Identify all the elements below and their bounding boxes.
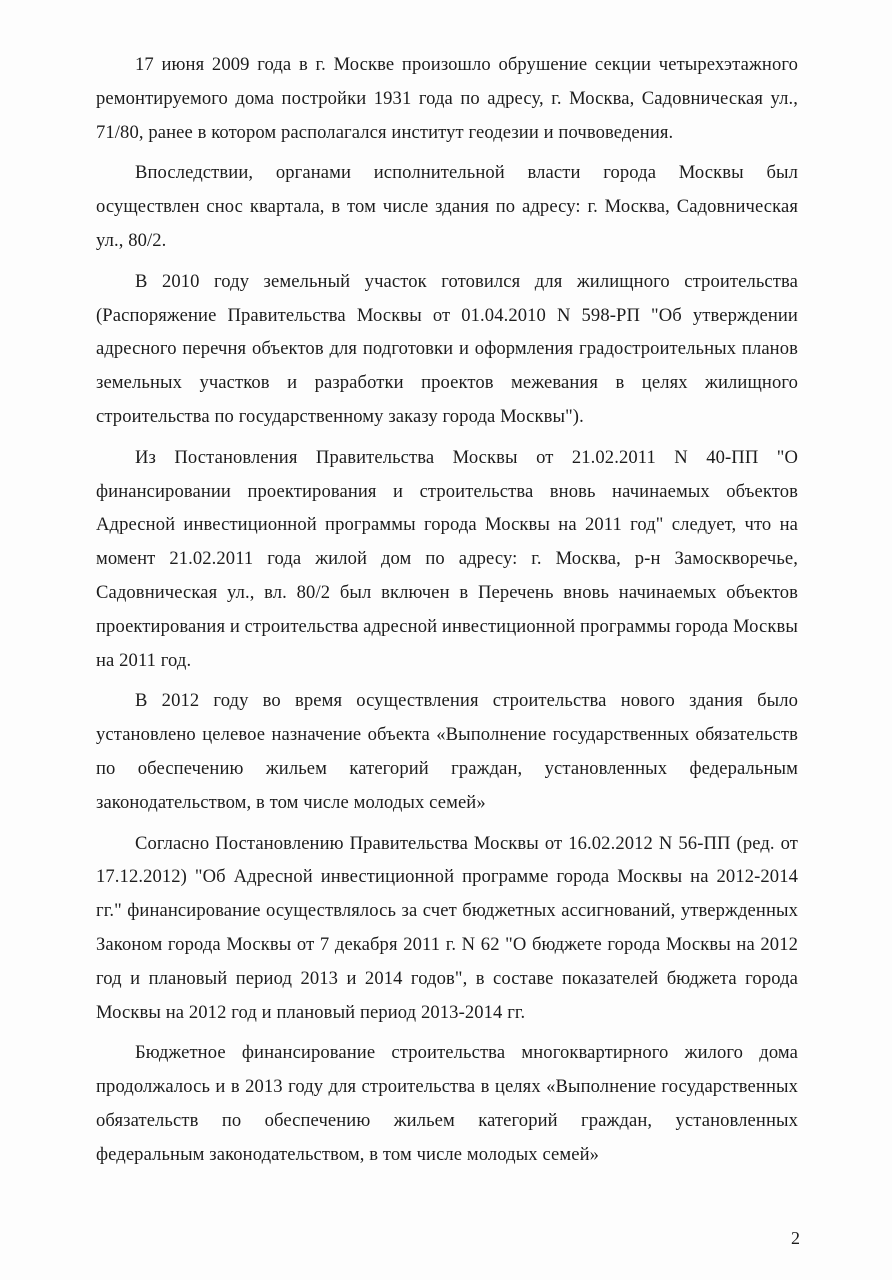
- paragraph-financing-2012: Согласно Постановлению Правительства Москвы от 16.02.2012 N 56-ПП (ред. от 17.12.2012) "Об Адресной инвестиционной программе города Москвы на 2012-2014 гг." финансирование осуществлялось за счет бюджетных ассигнований, утвержденных Законом города Москвы от 7 декабря 2011 г. N 62 "О бюджете города Москвы на 2012 год и плановый период 2013 и 2014 годов", в составе показателей бюджета города Москвы на 2012 год и плановый период 2013-2014 гг.: [96, 832, 798, 1023]
- paragraph-demolition: Впоследствии, органами исполнительной власти города Москвы был осуществлен снос квартала, в том числе здания по адресу: г. Москва, Садовническая ул., 80/2.: [96, 162, 798, 251]
- page-number: 2: [791, 1228, 800, 1248]
- document-body: [96, 48, 798, 1179]
- paragraph-purpose-2012: В 2012 году во время осуществления строительства нового здания было установлено целевое назначение объекта «Выполнение государственных обязательств по обеспечению жильем категорий граждан, установленных федеральным законодательством, в том числе молодых семей»: [96, 690, 798, 813]
- paragraph-collapse-2009: 17 июня 2009 года в г. Москве произошло обрушение секции четырехэтажного ремонтируемого дома постройки 1931 года по адресу, г. Москва, Садовническая ул., 71/80, ранее в котором располагался институт геодезии и почвоведения.: [96, 54, 798, 143]
- paragraph-resolution-2011: Из Постановления Правительства Москвы от 21.02.2011 N 40-ПП "О финансировании проектирования и строительства вновь начинаемых объектов Адресной инвестиционной программы города Москвы на 2011 год" следует, что на момент 21.02.2011 года жилой дом по адресу: г. Москва, р-н Замоскворечье, Садовническая ул., вл. 80/2 был включен в Перечень вновь начинаемых объектов проектирования и строительства адресной инвестиционной программы города Москвы на 2011 год.: [96, 446, 798, 671]
- paragraph-financing-2013: Бюджетное финансирование строительства многоквартирного жилого дома продолжалось и в 2013 году для строительства в целях «Выполнение государственных обязательств по обеспечению жильем категорий граждан, установленных федеральным законодательством, в том числе молодых семей»: [96, 1042, 798, 1165]
- paragraph-land-plot-2010: В 2010 году земельный участок готовился для жилищного строительства (Распоряжение Правительства Москвы от 01.04.2010 N 598-РП "Об утверждении адресного перечня объектов для подготовки и оформления градостроительных планов земельных участков и разработки проектов межевания в целях жилищного строительства по государственному заказу города Москвы").: [96, 270, 798, 427]
